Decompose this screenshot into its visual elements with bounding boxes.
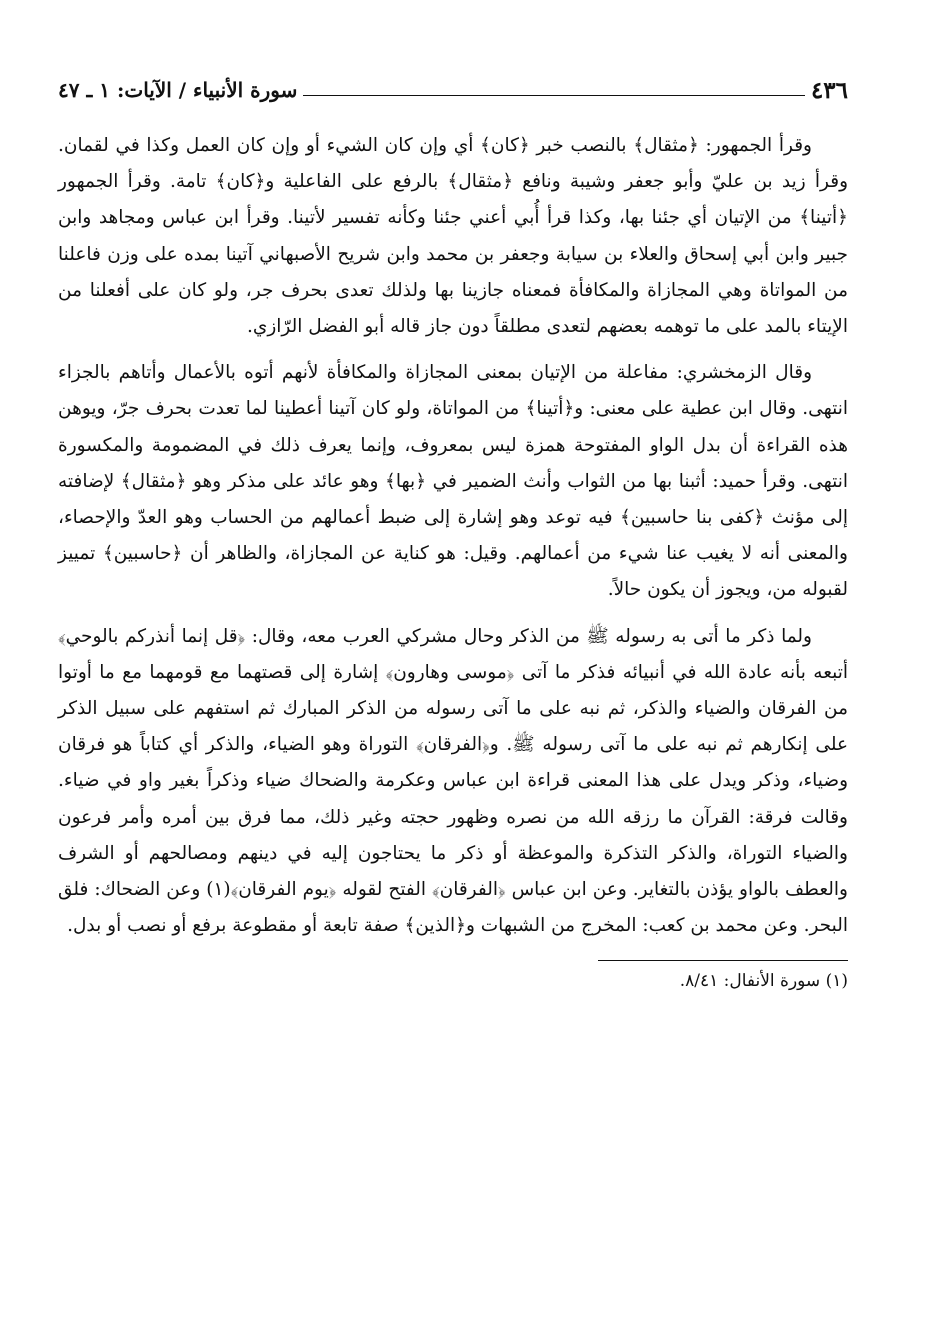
footnote: (١) سورة الأنفال: ٨/٤١. (679, 971, 848, 992)
footnote-rule (598, 960, 848, 961)
book-page (58, 70, 848, 995)
running-title: سورة الأنبياء / الآيات: ١ ـ ٤٧ (58, 78, 298, 102)
body-paragraph: وقرأ الجمهور: ﴿مثقال﴾ بالنصب خبر ﴿كان﴾ أي وإن كان الشيء أو وإن كان العمل وكذا في لقمان. وقرأ زيد بن عليّ وأبو جعفر وشيبة ونافع ﴿مثقال﴾ بالرفع على الفاعلية و﴿كان﴾ تامة. وقرأ الجمهور ﴿أتينا﴾ من الإتيان أي جئنا بها، وكذا قرأ أُبي أعني جئنا وكأنه تفسير لأتينا. وقرأ ابن عباس ومجاهد وابن جبير وابن أبي إسحاق والعلاء بن سيابة وجعفر بن محمد وابن شريح الأصبهاني آتينا بمده على وزن فاعلنا من المواتاة وهي المجازاة والمكافأة فمعناه جازينا بها ولذلك تعدى بحرف جر، ولو كان على أفعلنا من الإيتاء بالمد على ما توهمه بعضهم لتعدى مطلقاً دون جاز قاله أبو الفضل الرّازي. (58, 135, 848, 338)
page-header (58, 70, 848, 110)
page-number: ٤٣٦ (810, 76, 848, 104)
body-paragraph: ولما ذكر ما أتى به رسوله ﷺ من الذكر وحال مشركي العرب معه، وقال: ﴿قل إنما أنذركم بالوحي﴾ أتبعه بأنه عادة الله في أنبيائه فذكر ما آتى ﴿موسى وهارون﴾ إشارة إلى قصتهما مع قومهما مع ما أوتوا من الفرقان والضياء والذكر، ثم نبه على ما آتى رسوله من الذكر المبارك ثم استفهم على سبيل الذكر على إنكارهم ثم نبه على ما آتى رسوله ﷺ. و﴿الفرقان﴾ التوراة وهو الضياء، والذكر أي كتاباً هو فرقان وضياء، وذكر ويدل على هذا المعنى قراءة ابن عباس وعكرمة والضحاك ضياء وذكراً بغير واو في ضياء. وقالت فرقة: القرآن ما رزقه الله من نصره وظهور حجته وغير ذلك، مما فرق بين أمره وأمر فرعون والضياء التوراة، والذكر التذكرة والموعظة أو ذكر ما يحتاجون إليه في دينهم ومصالحهم أو الشرف والعطف بالواو يؤذن بالتغاير. وعن ابن عباس ﴿الفرقان﴾ الفتح لقوله ﴿يوم الفرقان﴾(١) وعن الضحاك: فلق البحر. وعن محمد بن كعب: المخرج من الشبهات و﴿الذين﴾ صفة تابعة أو مقطوعة برفع أو نصب أو بدل. (58, 625, 848, 937)
body-paragraph: وقال الزمخشري: مفاعلة من الإتيان بمعنى المجازاة والمكافأة لأنهم أتوه بالأعمال وأتاهم بالجزاء انتهى. وقال ابن عطية على معنى: و﴿أتينا﴾ من المواتاة، ولو كان آتينا أعطينا لما تعدت بحرف جرّ، ويوهن هذه القراءة أن بدل الواو المفتوحة همزة ليس بمعروف، وإنما يعرف ذلك في المضمومة والمكسورة انتهى. وقرأ حميد: أثبنا بها من الثواب وأنث الضمير في ﴿بها﴾ وهو عائد على مذكر وهو ﴿مثقال﴾ لإضافته إلى مؤنث ﴿كفى بنا حاسبين﴾ فيه توعد وهو إشارة إلى ضبط أعمالهم من الحساب وهو العدّ والإحصاء، والمعنى أنه لا يغيب عنا شيء من أعمالهم. وقيل: هو كناية عن المجازاة، والظاهر أن ﴿حاسبين﴾ تمييز لقبوله من، ويجوز أن يكون حالاً. (58, 362, 848, 601)
page-body (58, 128, 848, 944)
header-rule (303, 95, 805, 96)
